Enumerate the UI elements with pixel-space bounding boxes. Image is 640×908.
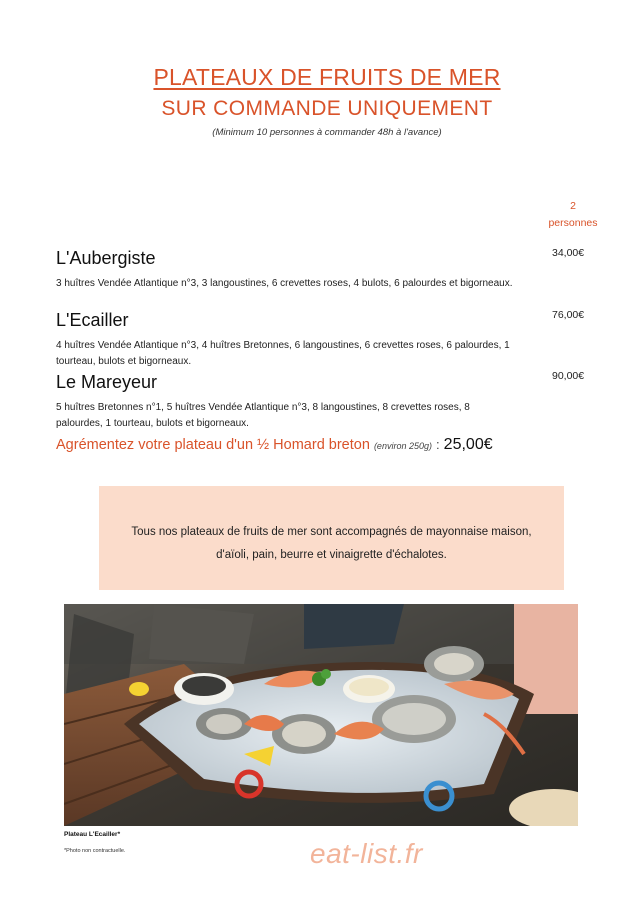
addon-weight: (environ 250g) [373,441,432,451]
photo-disclaimer: *Photo non contractuelle. [64,848,126,854]
photo-caption: Plateau L'Ecailler* [64,831,121,838]
item-name-mareyeur: Le Mareyeur [56,372,158,392]
item-price-ecailler: 76,00€ [552,309,585,321]
item-description-aubergiste: 3 huîtres Vendée Atlantique n°3, 3 langoustines, 6 crevettes roses, 4 bulots, 6 palourdes et bigorneaux. [56,278,513,289]
info-line-1: Tous nos plateaux de fruits de mer sont accompagnés de mayonnaise maison, [131,526,532,538]
item-description-mareyeur: 5 huîtres Bretonnes n°1, 5 huîtres Vendée Atlantique n°3, 8 langoustines, 8 crevettes roses, 8 palourdes, 1 tourteau, bulots et bigorneaux. [56,402,470,429]
addon-label: Agrémentez votre plateau d'un ½ Homard breton [56,437,370,453]
addon-separator: : [436,437,440,452]
item-name-aubergiste: L'Aubergiste [56,248,156,268]
item-description-ecailler: 4 huîtres Vendée Atlantique n°3, 4 huîtres Bretonnes, 6 langoustines, 6 crevettes roses, 6 palourdes, 1 tourteau, bulots et bigorneaux. [56,340,510,367]
accompaniments-info-box [99,486,564,590]
addon-price: 25,00€ [443,436,493,453]
item-price-mareyeur: 90,00€ [552,370,585,382]
lobster-addon [56,436,493,454]
price-column-header [538,198,608,232]
order-minimum-note: (Minimum 10 personnes à commander 48h à l'avance) [212,127,442,138]
seafood-platter-photo [64,604,578,826]
column-header-count: 2 [570,200,576,212]
watermark: eat-list.fr [310,838,423,869]
item-price-aubergiste: 34,00€ [552,247,585,259]
page-subtitle: SUR COMMANDE UNIQUEMENT [161,97,493,120]
page-title: PLATEAUX DE FRUITS DE MER [153,64,501,90]
column-header-unit: personnes [548,217,598,229]
info-line-2: d'aïoli, pain, beurre et vinaigrette d'échalotes. [216,549,447,561]
item-name-ecailler: L'Ecailler [56,310,129,330]
